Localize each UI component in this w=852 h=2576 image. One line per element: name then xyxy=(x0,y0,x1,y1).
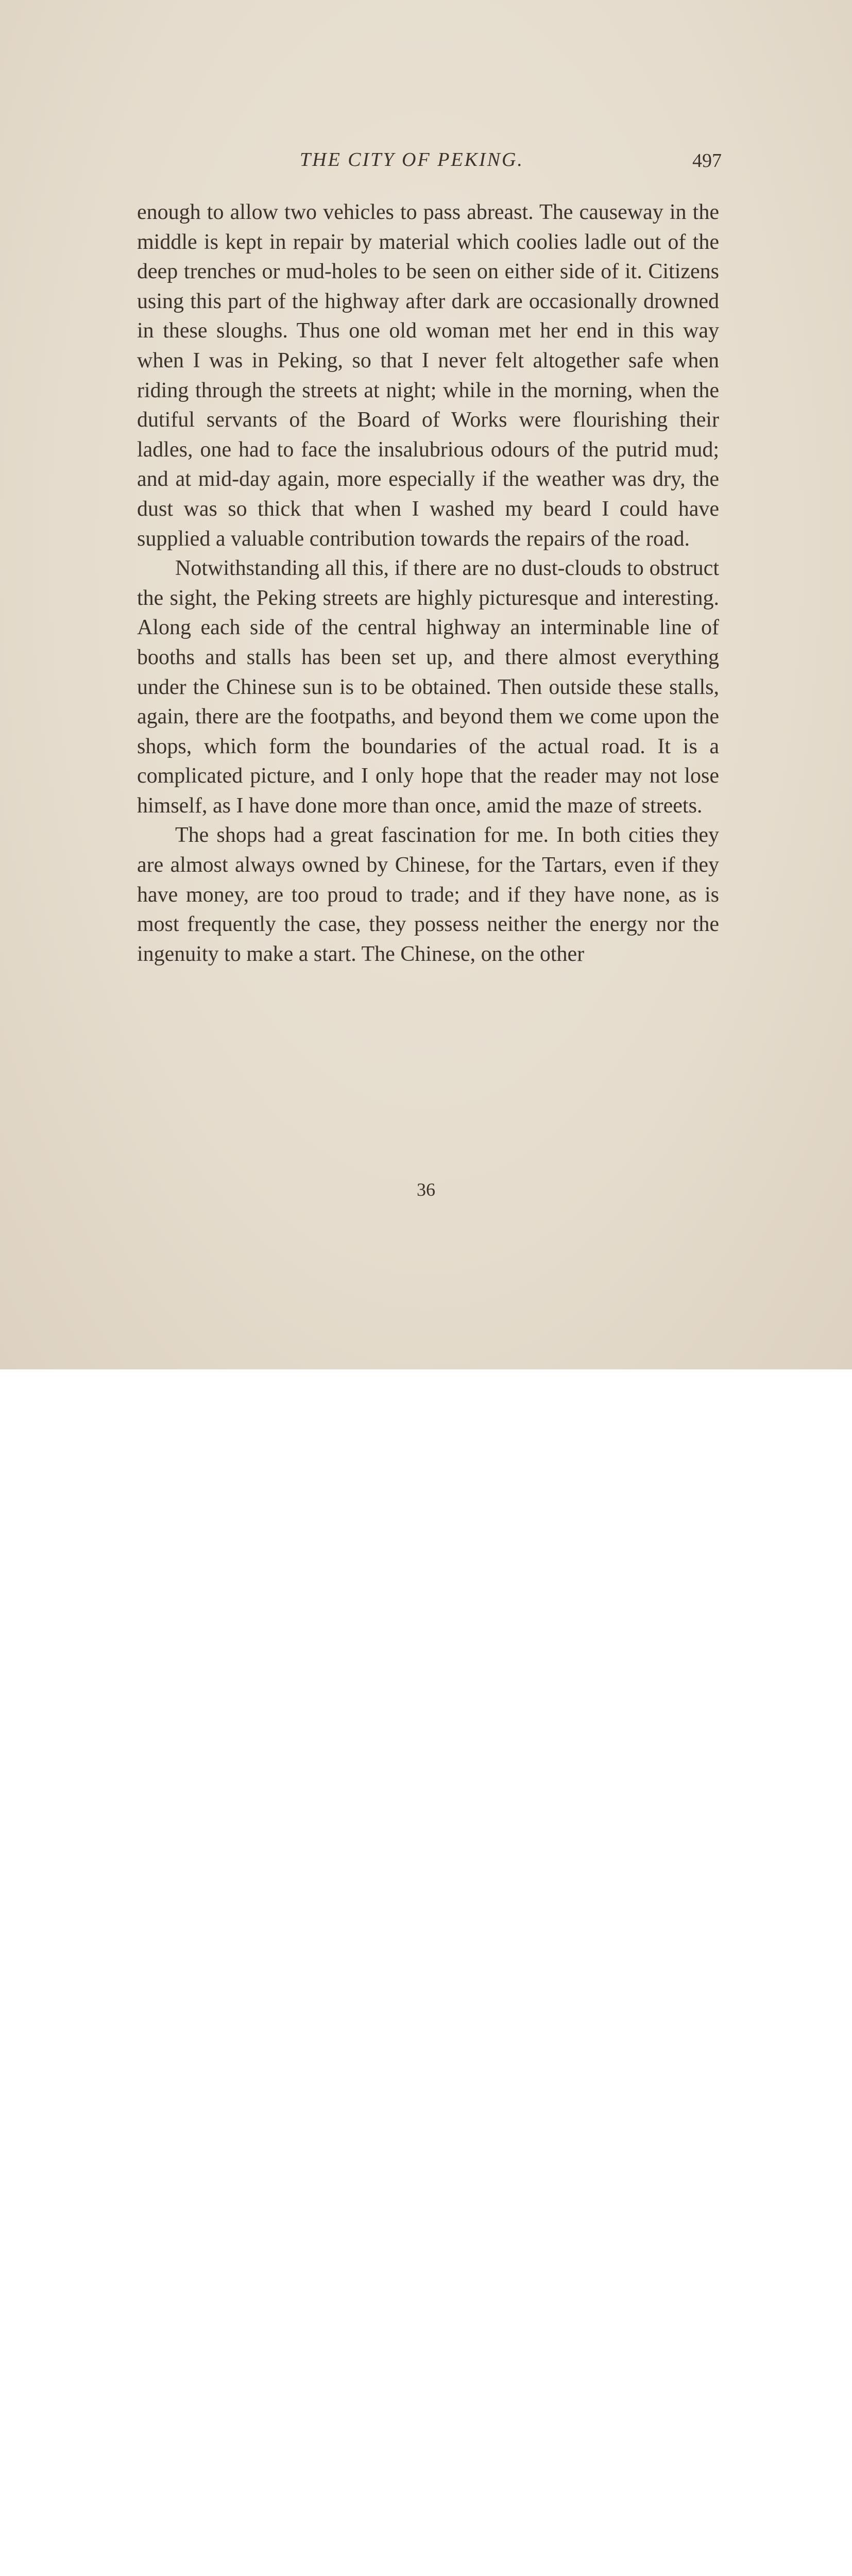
running-title: THE CITY OF PEKING. xyxy=(300,149,524,171)
signature-mark: 36 xyxy=(417,1179,435,1200)
running-head xyxy=(0,148,852,179)
body-text xyxy=(137,198,719,969)
page-number: 497 xyxy=(692,150,722,172)
paragraph-2: Notwithstanding all this, if there are no dust-clouds to obstruct the sight, the Peking streets are highly picturesque and interesting. Along each side of the central highway an interminable line of booths and stalls has been set up, and there almost everything under the Chinese sun is to be obtained. Then outside these stalls, again, there are the footpaths, and beyond them we come upon the shops, which form the boundaries of the actual road. It is a complicated picture, and I only hope that the reader may not lose himself, as I have done more than once, amid the maze of streets. xyxy=(137,556,719,818)
caption-strip xyxy=(0,1369,852,1491)
paragraph-3: The shops had a great fascination for me. In both cities they are almost always owned by Chinese, for the Tartars, even if they have money, are too proud to trade; and if they have none, as is most frequently the case, they possess neither the energy nor the ingenuity to make a start. The Chinese, on the other xyxy=(137,823,719,966)
paragraph-1: enough to allow two vehicles to pass abreast. The causeway in the middle is kept in repair by material which coolies ladle out of the deep trenches or mud-holes to be seen on either side of it. Citizens using this part of the highway after dark are occasionally drowned in these sloughs. Thus one old woman met her end in this way when I was in Peking, so that I never felt altogether safe when riding through the streets at night; while in the morning, when the dutiful servants of the Board of Works were flourishing their ladles, one had to face the insalubrious odours of the putrid mud; and at mid-day again, more especially if the weather was dry, the dust was so thick that when I washed my beard I could have supplied a valuable contribution towards the repairs of the road. xyxy=(137,200,719,551)
